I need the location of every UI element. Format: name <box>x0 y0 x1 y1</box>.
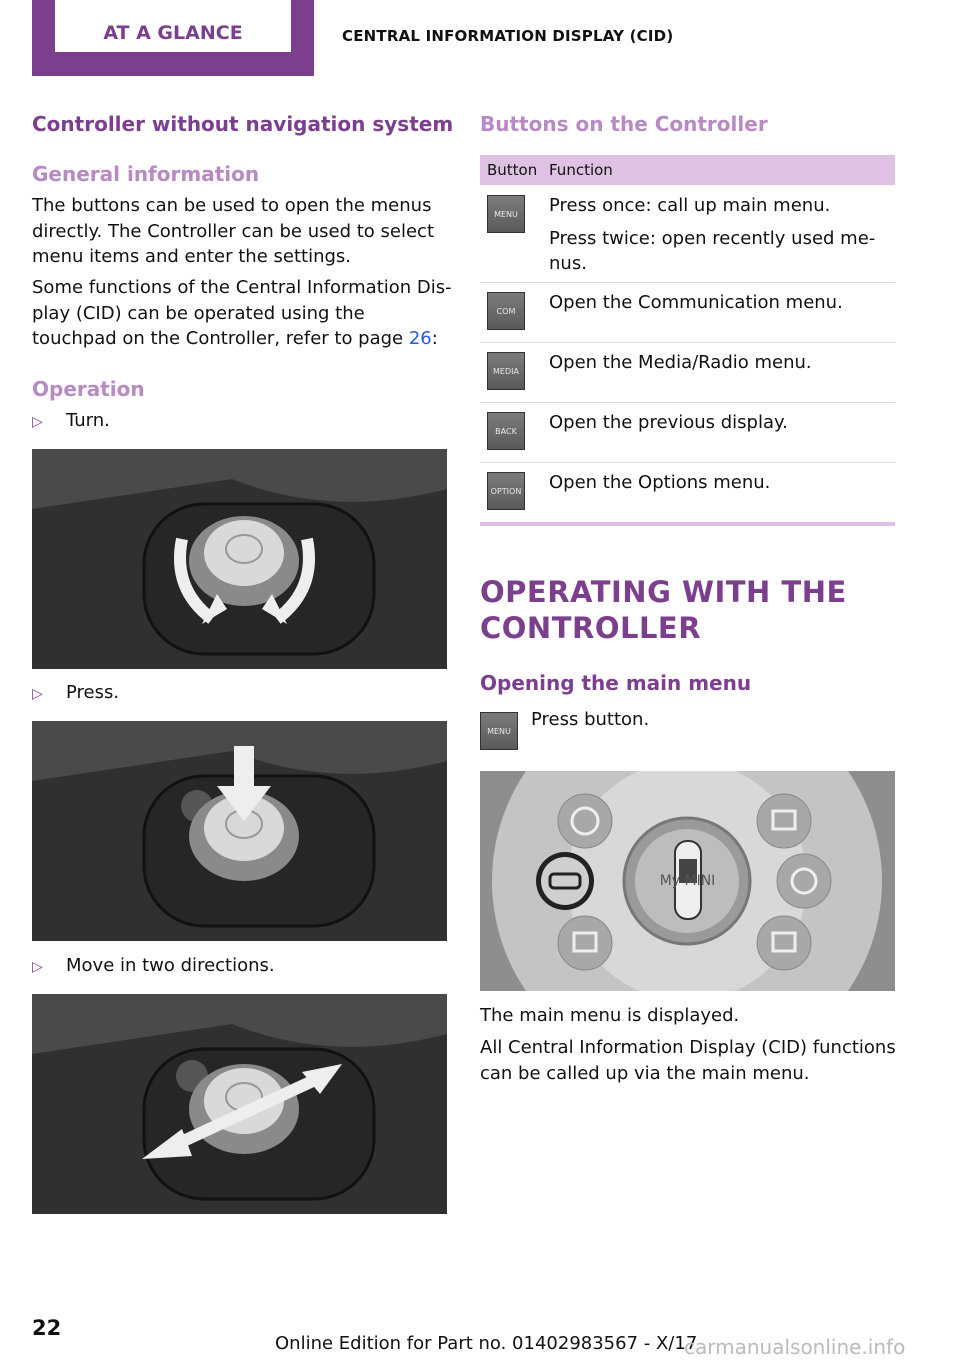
row-divider <box>480 282 895 283</box>
page-link[interactable]: 26 <box>408 328 432 349</box>
edition-note: Online Edition for Part no. 01402983567 - X/17 <box>275 1333 698 1354</box>
media-button-icon: MEDIA <box>487 352 525 390</box>
chapter-title: CENTRAL INFORMATION DISPLAY (CID) <box>342 27 674 45</box>
bullet-triangle-icon: ▷ <box>32 959 43 975</box>
row-back-function: Open the previous display. <box>549 412 788 433</box>
column-header-button: Button <box>487 161 538 179</box>
main-menu-functions-text: All Central Information Display (CID) functions can be called up via the main menu. <box>480 1037 896 1084</box>
row-divider <box>480 342 895 343</box>
row-divider <box>480 402 895 403</box>
general-paragraph-2 <box>32 275 452 352</box>
bullet-press <box>32 680 119 708</box>
general-paragraph-2-end: : <box>431 328 438 349</box>
controller-turn-image <box>32 449 447 669</box>
table-header <box>480 155 895 185</box>
option-button-icon: OPTION <box>487 472 525 510</box>
watermark: carmanualsonline.info <box>684 1335 906 1359</box>
bullet-press-label: Press. <box>66 682 120 703</box>
row-menu-function-1: Press once: call up main menu. <box>549 195 831 216</box>
com-button-icon: COM <box>487 292 525 330</box>
bullet-move <box>32 953 275 981</box>
my-mini-label: My MINI <box>659 873 716 889</box>
row-option-function: Open the Options menu. <box>549 472 771 493</box>
menu-button-icon: MENU <box>487 195 525 233</box>
table-bottom-rule <box>480 522 895 526</box>
press-button-text: Press button. <box>531 709 650 730</box>
general-paragraph-1: The buttons can be used to open the menus directly. The Controller can be used to select menu items and enter the settings. <box>32 195 435 267</box>
column-header-function: Function <box>549 161 613 179</box>
menu-button-icon: MENU <box>480 712 518 750</box>
page-number: 22 <box>32 1316 62 1340</box>
heading-operation: Operation <box>32 377 145 401</box>
controller-move-image <box>32 994 447 1214</box>
back-button-icon: BACK <box>487 412 525 450</box>
bullet-turn-label: Turn. <box>66 410 110 431</box>
heading-opening-main-menu: Opening the main menu <box>480 671 752 695</box>
table-row <box>549 193 879 277</box>
bullet-triangle-icon: ▷ <box>32 414 43 430</box>
row-divider <box>480 462 895 463</box>
controller-press-image <box>32 721 447 941</box>
general-paragraph-2-text: Some functions of the Central Information Display (CID) can be operated using the touchpad on the Controller, refer to page <box>32 277 452 349</box>
chapter-tab-label[interactable]: AT A GLANCE <box>103 22 243 44</box>
heading-buttons-on-controller: Buttons on the Controller <box>480 112 768 136</box>
bullet-turn <box>32 408 110 436</box>
row-com-function: Open the Communication menu. <box>549 292 843 313</box>
heading-operating-with-controller: OPERATING WITH THE CONTROLLER <box>480 575 847 645</box>
row-media-function: Open the Media/Radio menu. <box>549 352 812 373</box>
heading-general-information: General information <box>32 162 260 186</box>
bullet-move-label: Move in two directions. <box>66 955 275 976</box>
heading-controller: Controller without navigation system <box>32 112 454 136</box>
main-menu-screen-image <box>480 771 895 991</box>
main-menu-displayed-text: The main menu is displayed. <box>480 1005 740 1026</box>
bullet-triangle-icon: ▷ <box>32 686 43 702</box>
row-menu-function-2: Press twice: open recently used menus. <box>549 227 876 274</box>
